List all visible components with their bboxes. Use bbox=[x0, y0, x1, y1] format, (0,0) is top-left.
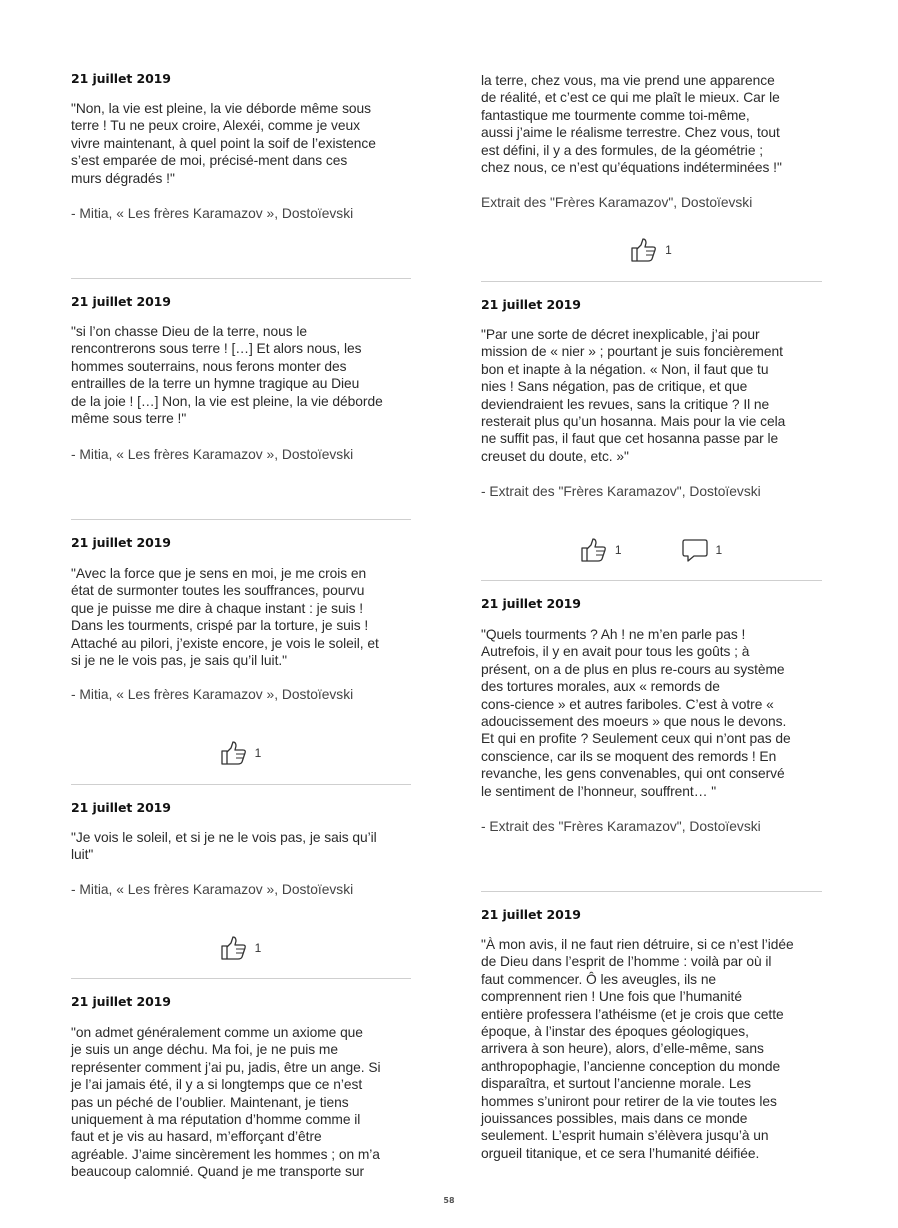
quote-line: aussi j’aime le réalisme terrestre. Chez vous, tout bbox=[481, 125, 780, 141]
like-count: 1 bbox=[614, 543, 622, 557]
quote-line: hommes souterrains, nous ferons monter des bbox=[71, 358, 347, 374]
quote-line: vivre maintenant, à quel point la soif de l’existence bbox=[71, 135, 376, 151]
post-quote bbox=[481, 326, 822, 465]
post bbox=[481, 907, 822, 922]
quote-line: faut et je vis au hasard, m’efforçant d’être bbox=[71, 1129, 322, 1145]
post-source: - Mitia, « Les frères Karamazov », Dostoïevski bbox=[71, 447, 354, 462]
quote-line: nies ! Sans négation, pas de critique, et que bbox=[481, 379, 748, 395]
quote-line: "Non, la vie est pleine, la vie déborde même sous bbox=[71, 101, 372, 116]
divider bbox=[481, 281, 822, 282]
post bbox=[481, 297, 822, 312]
quote-line: représenter comment j’ai pu, jadis, être un ange. Si bbox=[71, 1059, 381, 1075]
quote-line: époque, à l’instar des époques géologiques, bbox=[481, 1024, 749, 1040]
like-count: 1 bbox=[665, 243, 672, 257]
post bbox=[71, 994, 411, 1009]
quote-line: des tortures morales, aux « remords de bbox=[481, 679, 720, 695]
quote-line: de réalité, et c’est ce qui me plaît le mieux. Car le bbox=[481, 90, 780, 106]
post-date: 21 juillet 2019 bbox=[71, 994, 171, 1009]
thumbs-up-icon bbox=[631, 238, 657, 262]
post-quote bbox=[71, 100, 411, 187]
thumbs-up-icon bbox=[581, 538, 607, 562]
reaction-bar bbox=[71, 740, 411, 766]
quote-line: entière professera l’athéisme (et je crois que cette bbox=[481, 1006, 784, 1022]
quote-line: "Avec la force que je sens en moi, je me crois en bbox=[71, 566, 367, 581]
post-source: - Mitia, « Les frères Karamazov », Dostoïevski bbox=[71, 206, 354, 221]
comment-button[interactable] bbox=[682, 538, 723, 562]
quote-line: hommes s’uniront pour retirer de la vie toutes les bbox=[481, 1093, 777, 1109]
quote-line: chez nous, ce n’est qu’équations indéterminées !" bbox=[481, 160, 782, 176]
reaction-bar bbox=[481, 237, 822, 263]
post-source: - Extrait des "Frères Karamazov", Dostoïevski bbox=[481, 819, 761, 834]
quote-line: anthropophagie, l’ancienne conception du monde bbox=[481, 1058, 781, 1074]
quote-line: "Quels tourments ? Ah ! ne m’en parle pas ! bbox=[481, 627, 746, 642]
quote-line: deviendraient les revues, sans la critique ? Il ne bbox=[481, 396, 770, 412]
quote-line: Et qui en profite ? Seulement ceux qui n’ont pas de bbox=[481, 731, 791, 747]
divider bbox=[481, 891, 822, 892]
quote-line: je suis un ange déchu. Ma foi, je ne puis me bbox=[71, 1042, 339, 1058]
divider bbox=[71, 519, 411, 520]
quote-line: seulement. L’esprit humain s’élèvera jusqu’à un bbox=[481, 1128, 769, 1144]
divider bbox=[71, 278, 411, 279]
post bbox=[71, 294, 411, 309]
quote-line: conscience, car ils se moquent des remords ! En bbox=[481, 748, 777, 764]
quote-line: de la joie ! […] Non, la vie est pleine, la vie déborde bbox=[71, 393, 383, 409]
quote-line: creuset du doute, etc. »" bbox=[481, 448, 629, 464]
like-button[interactable] bbox=[581, 538, 622, 562]
comment-count: 1 bbox=[715, 543, 723, 557]
quote-line: beaucoup calomnié. Quand je me transporte sur bbox=[71, 1164, 365, 1180]
post-source: Extrait des "Frères Karamazov", Dostoïevski bbox=[481, 195, 753, 210]
quote-line: "Je vois le soleil, et si je ne le vois pas, je sais qu’il bbox=[71, 830, 377, 845]
post-quote bbox=[71, 1024, 411, 1181]
quote-line: "Par une sorte de décret inexplicable, j’ai pour bbox=[481, 327, 760, 342]
quote-line: uniquement à ma réputation d’homme comme il bbox=[71, 1112, 361, 1128]
quote-line: terre ! Tu ne peux croire, Alexéi, comme je veux bbox=[71, 118, 360, 134]
quote-line: que je puisse me dire à chaque instant : je suis ! bbox=[71, 600, 364, 616]
quote-line: s’est emparée de moi, précisé-ment dans ces bbox=[71, 153, 348, 169]
divider bbox=[71, 978, 411, 979]
quote-line: la terre, chez vous, ma vie prend une apparence bbox=[481, 73, 775, 88]
quote-line: Autrefois, il y en avait pour tous les goûts ; à bbox=[481, 644, 750, 660]
quote-line: Attaché au pilori, j’existe encore, je vois le soleil, et bbox=[71, 635, 379, 651]
post bbox=[71, 800, 411, 815]
quote-line: de Dieu dans l’esprit de l’homme : voilà par où il bbox=[481, 954, 772, 970]
quote-line: disparaîtra, et surtout l’ancienne morale. Les bbox=[481, 1076, 751, 1092]
post-quote bbox=[481, 626, 822, 800]
like-button[interactable] bbox=[631, 238, 672, 262]
post-quote bbox=[71, 323, 411, 427]
post-date: 21 juillet 2019 bbox=[71, 71, 171, 86]
divider bbox=[71, 784, 411, 785]
quote-line: fantastique me tourmente comme toi-même, bbox=[481, 107, 750, 123]
page-number: 58 bbox=[443, 1196, 455, 1205]
comment-icon bbox=[682, 538, 708, 562]
quote-line: cons-cience » et autres fariboles. C’est à votre « bbox=[481, 696, 774, 712]
quote-line: arrivera à son heure), alors, d’elle-même, sans bbox=[481, 1041, 764, 1057]
post-date: 21 juillet 2019 bbox=[481, 596, 581, 611]
post bbox=[481, 596, 822, 611]
quote-line: pas un péché de l’oublier. Maintenant, je tiens bbox=[71, 1094, 349, 1110]
quote-line: je l’ai jamais été, il y a si longtemps que ce n’est bbox=[71, 1077, 363, 1093]
quote-line: le sentiment de l’honneur, souffrent… " bbox=[481, 783, 717, 799]
thumbs-up-icon bbox=[221, 741, 247, 765]
post-date: 21 juillet 2019 bbox=[71, 800, 171, 815]
post-date: 21 juillet 2019 bbox=[481, 907, 581, 922]
quote-line: comprennent rien ! Une fois que l’humanité bbox=[481, 989, 742, 1005]
thumbs-up-icon bbox=[221, 936, 247, 960]
like-count: 1 bbox=[254, 941, 262, 955]
quote-line: bon et inapte à la négation. « Non, il faut que tu bbox=[481, 361, 769, 377]
post-quote bbox=[481, 936, 822, 1162]
quote-line: faut commencer. Ô les aveugles, ils ne bbox=[481, 971, 717, 987]
post bbox=[71, 71, 411, 86]
quote-line: resterait plus qu’un hosanna. Mais pour la vie cela bbox=[481, 414, 786, 430]
quote-line: "on admet généralement comme un axiome que bbox=[71, 1025, 363, 1040]
quote-line: présent, on a de plus en plus re-cours au système bbox=[481, 661, 785, 677]
post-quote bbox=[71, 829, 411, 864]
quote-line: luit" bbox=[71, 847, 94, 863]
like-button[interactable] bbox=[221, 936, 262, 960]
post-source: - Extrait des "Frères Karamazov", Dostoïevski bbox=[481, 484, 761, 499]
quote-line: murs dégradés !" bbox=[71, 170, 175, 186]
quote-line: orgueil titanique, et ce sera l’humanité déifiée. bbox=[481, 1145, 760, 1161]
post-date: 21 juillet 2019 bbox=[481, 297, 581, 312]
quote-line: adoucissement des moeurs » que nous le devons. bbox=[481, 714, 787, 730]
like-button[interactable] bbox=[221, 741, 262, 765]
quote-line: agréable. J’aime sincèrement les hommes ; on m’a bbox=[71, 1146, 380, 1162]
quote-line: si je ne le vois pas, je sais qu’il luit." bbox=[71, 653, 287, 669]
quote-line: jouissances possibles, mais dans ce monde bbox=[481, 1111, 748, 1127]
quote-line: même sous terre !" bbox=[71, 411, 187, 427]
quote-line: Dans les tourments, crispé par la torture, je suis ! bbox=[71, 618, 369, 634]
post-date: 21 juillet 2019 bbox=[71, 294, 171, 309]
quote-line: entrailles de la terre un hymne tragique au Dieu bbox=[71, 376, 360, 392]
post-quote bbox=[481, 72, 822, 176]
post-quote bbox=[71, 565, 411, 669]
post bbox=[71, 535, 411, 550]
quote-line: mission de « nier » ; pourtant je suis foncièrement bbox=[481, 344, 783, 360]
reaction-bar bbox=[481, 537, 822, 563]
quote-line: ne suffit pas, il faut que cet hosanna passe par le bbox=[481, 431, 779, 447]
reaction-bar bbox=[71, 935, 411, 961]
like-count: 1 bbox=[254, 746, 262, 760]
quote-line: "si l’on chasse Dieu de la terre, nous le bbox=[71, 324, 307, 339]
post-date: 21 juillet 2019 bbox=[71, 535, 171, 550]
post-source: - Mitia, « Les frères Karamazov », Dostoïevski bbox=[71, 882, 354, 897]
post-source: - Mitia, « Les frères Karamazov », Dostoïevski bbox=[71, 687, 354, 702]
divider bbox=[481, 580, 822, 581]
quote-line: rencontrerons sous terre ! […] Et alors nous, les bbox=[71, 341, 362, 357]
quote-line: revanche, les gens convenables, qui ont conservé bbox=[481, 766, 785, 782]
quote-line: état de surmonter toutes les souffrances, pourvu bbox=[71, 583, 365, 599]
quote-line: est défini, il y a des formules, de la géométrie ; bbox=[481, 142, 764, 158]
quote-line: "À mon avis, il ne faut rien détruire, si ce n’est l’idée bbox=[481, 937, 794, 952]
